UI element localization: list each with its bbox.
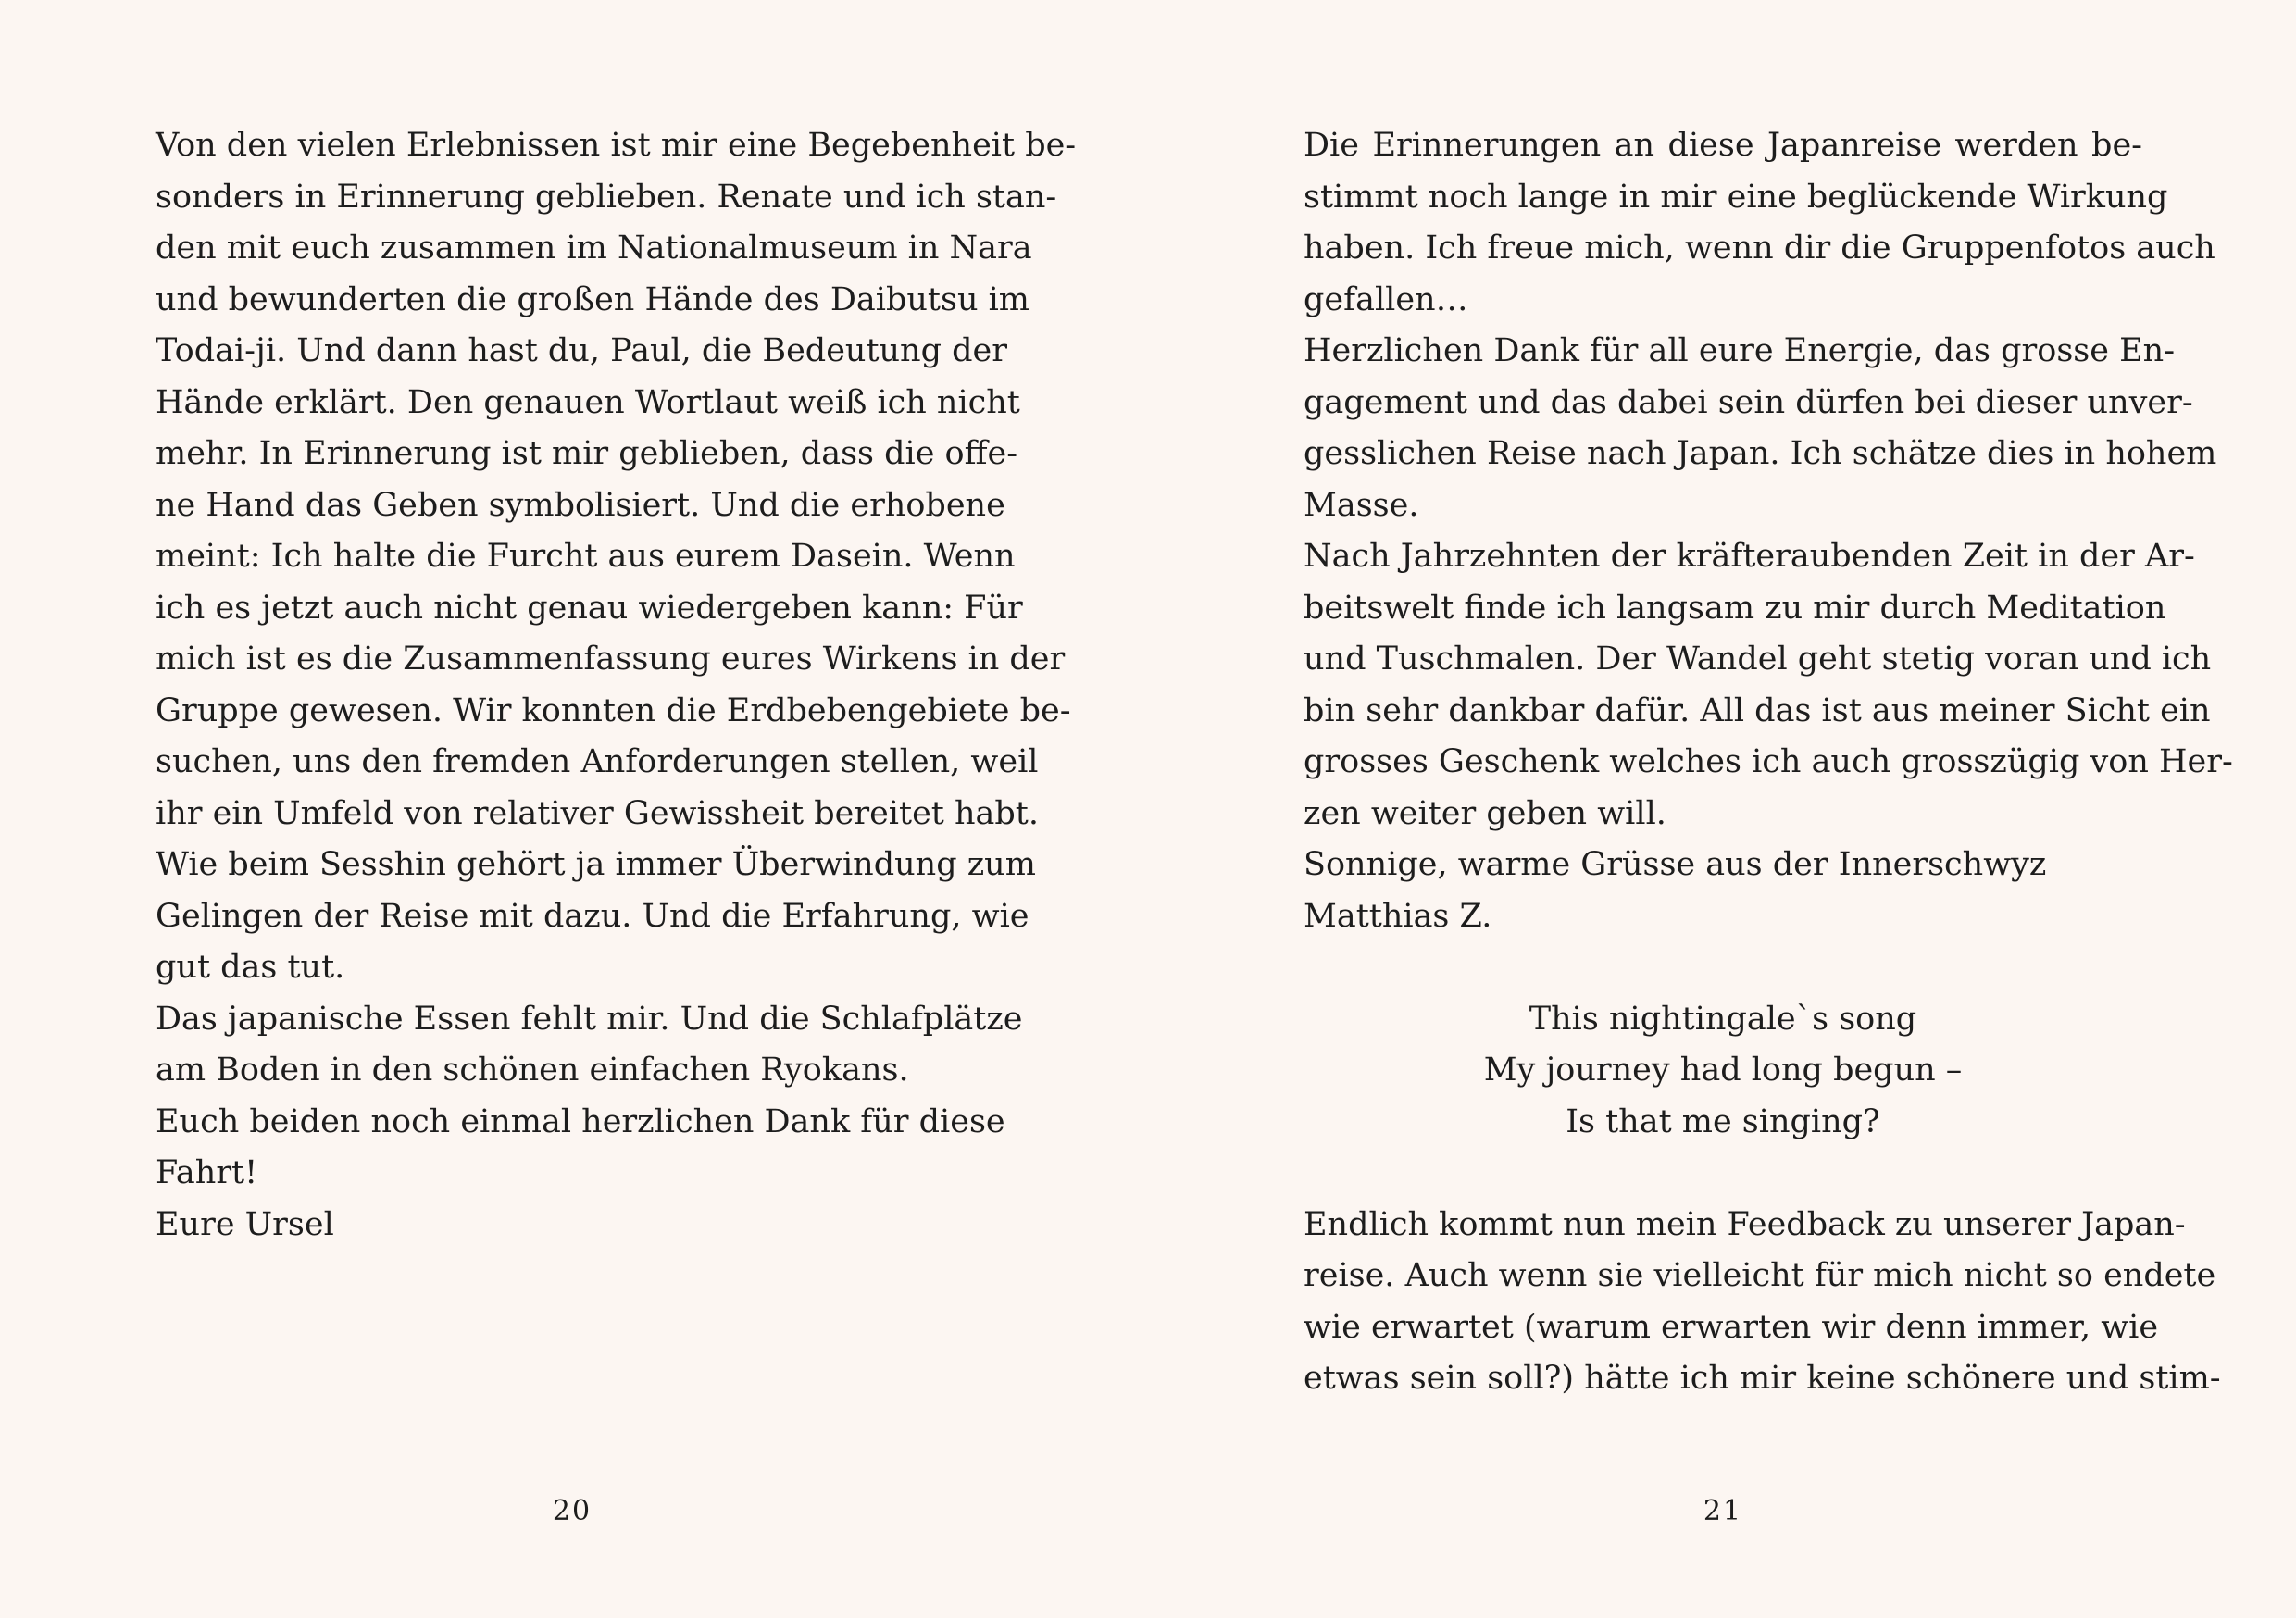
- haiku-poem: [1304, 994, 2142, 1149]
- text-line: ich es jetzt auch nicht genau wiedergeben kann: Für: [156, 589, 1023, 627]
- right-page-text: [1304, 120, 2233, 1405]
- text-line: mehr. In Erinnerung ist mir geblieben, dass die offe-: [156, 435, 1018, 472]
- text-line: den mit euch zusammen im Nationalmuseum in Nara: [156, 230, 1032, 267]
- text-line: haben. Ich freue mich, wenn dir die Gruppenfotos auch: [1304, 230, 2215, 267]
- text-line: Nach Jahrzehnten der kräfteraubenden Zeit in der Ar-: [1304, 538, 2195, 575]
- text-line: und bewunderten die großen Hände des Daibutsu im: [156, 280, 1029, 318]
- text-line: reise. Auch wenn sie vielleicht für mich nicht so endete: [1304, 1257, 2216, 1294]
- spacer: [1304, 942, 2142, 994]
- text-line: Todai-ji. Und dann hast du, Paul, die Bedeutung der: [156, 332, 1007, 369]
- text-line: etwas sein soll?) hätte ich mir keine schönere und stim-: [1304, 1360, 2221, 1397]
- text-line: ihr ein Umfeld von relativer Gewissheit bereitet habt.: [156, 794, 1039, 832]
- text-line: Sonnige, warme Grüsse aus der Innerschwyz: [1304, 846, 2047, 883]
- text-line: Eure Ursel: [156, 1205, 334, 1243]
- right-bottom-paragraph: [1304, 1200, 2221, 1405]
- text-line: Euch beiden noch einmal herzlichen Dank für diese: [156, 1102, 1005, 1140]
- text-line: gagement und das dabei sein dürfen bei dieser unver-: [1304, 383, 2193, 421]
- text-line: Wie beim Sesshin gehört ja immer Überwindung zum: [156, 846, 1036, 883]
- text-line: Endlich kommt nun mein Feedback zu unserer Japan-: [1304, 1205, 2186, 1243]
- text-line: gesslichen Reise nach Japan. Ich schätze dies in hohem: [1304, 435, 2217, 472]
- text-line: Is that me singing?: [1566, 1102, 1880, 1140]
- text-line: Fahrt!: [156, 1154, 258, 1191]
- text-line: Hände erklärt. Den genauen Wortlaut weiß ich nicht: [156, 383, 1020, 421]
- page-number-left: 20: [552, 1495, 593, 1527]
- text-line: Von den vielen Erlebnissen ist mir eine Begebenheit be-: [156, 127, 1077, 164]
- text-line: bin sehr dankbar dafür. All das ist aus meiner Sicht ein: [1304, 691, 2211, 729]
- text-line: Das japanische Essen fehlt mir. Und die Schlafplätze: [156, 1000, 1023, 1038]
- text-line: stimmt noch lange in mir eine beglückende Wirkung: [1304, 178, 2168, 216]
- text-line: und Tuschmalen. Der Wandel geht stetig voran und ich: [1304, 641, 2212, 678]
- text-line: gefallen…: [1304, 280, 1468, 318]
- text-line: ne Hand das Geben symbolisiert. Und die erhobene: [156, 486, 1005, 524]
- text-line: grosses Geschenk welches ich auch grosszügig von Her-: [1304, 743, 2233, 780]
- text-line: suchen, uns den fremden Anforderungen stellen, weil: [156, 743, 1039, 780]
- text-line: Gelingen der Reise mit dazu. Und die Erfahrung, wie: [156, 897, 1029, 935]
- text-line: gut das tut.: [156, 949, 345, 986]
- right-page: [1148, 0, 2296, 1618]
- text-line: Masse.: [1304, 486, 1419, 524]
- text-line: wie erwartet (warum erwarten wir denn immer, wie: [1304, 1308, 2159, 1346]
- text-line: meint: Ich halte die Furcht aus eurem Dasein. Wenn: [156, 538, 1016, 575]
- text-line: zen weiter geben will.: [1304, 794, 1666, 832]
- text-line: beitswelt finde ich langsam zu mir durch Meditation: [1304, 589, 2166, 627]
- text-line: am Boden in den schönen einfachen Ryokans.: [156, 1052, 909, 1089]
- text-line: This nightingale`s song: [1529, 1000, 1917, 1038]
- text-line: My journey had long begun –: [1483, 1052, 1963, 1089]
- page-number-right: 21: [1703, 1495, 1743, 1527]
- text-line: Matthias Z.: [1304, 897, 1492, 935]
- text-line: Die Erinnerungen an diese Japanreise werden be-: [1304, 127, 2142, 164]
- text-line: sonders in Erinnerung geblieben. Renate und ich stan-: [156, 178, 1057, 216]
- right-top-paragraphs: [1304, 120, 2233, 942]
- text-line: Gruppe gewesen. Wir konnten die Erdbebengebiete be-: [156, 691, 1071, 729]
- left-page-text: [156, 120, 1077, 1251]
- text-line: Herzlichen Dank für all eure Energie, das grosse En-: [1304, 332, 2176, 369]
- text-line: mich ist es die Zusammenfassung eures Wirkens in der: [156, 641, 1066, 678]
- spacer: [1304, 1148, 2142, 1200]
